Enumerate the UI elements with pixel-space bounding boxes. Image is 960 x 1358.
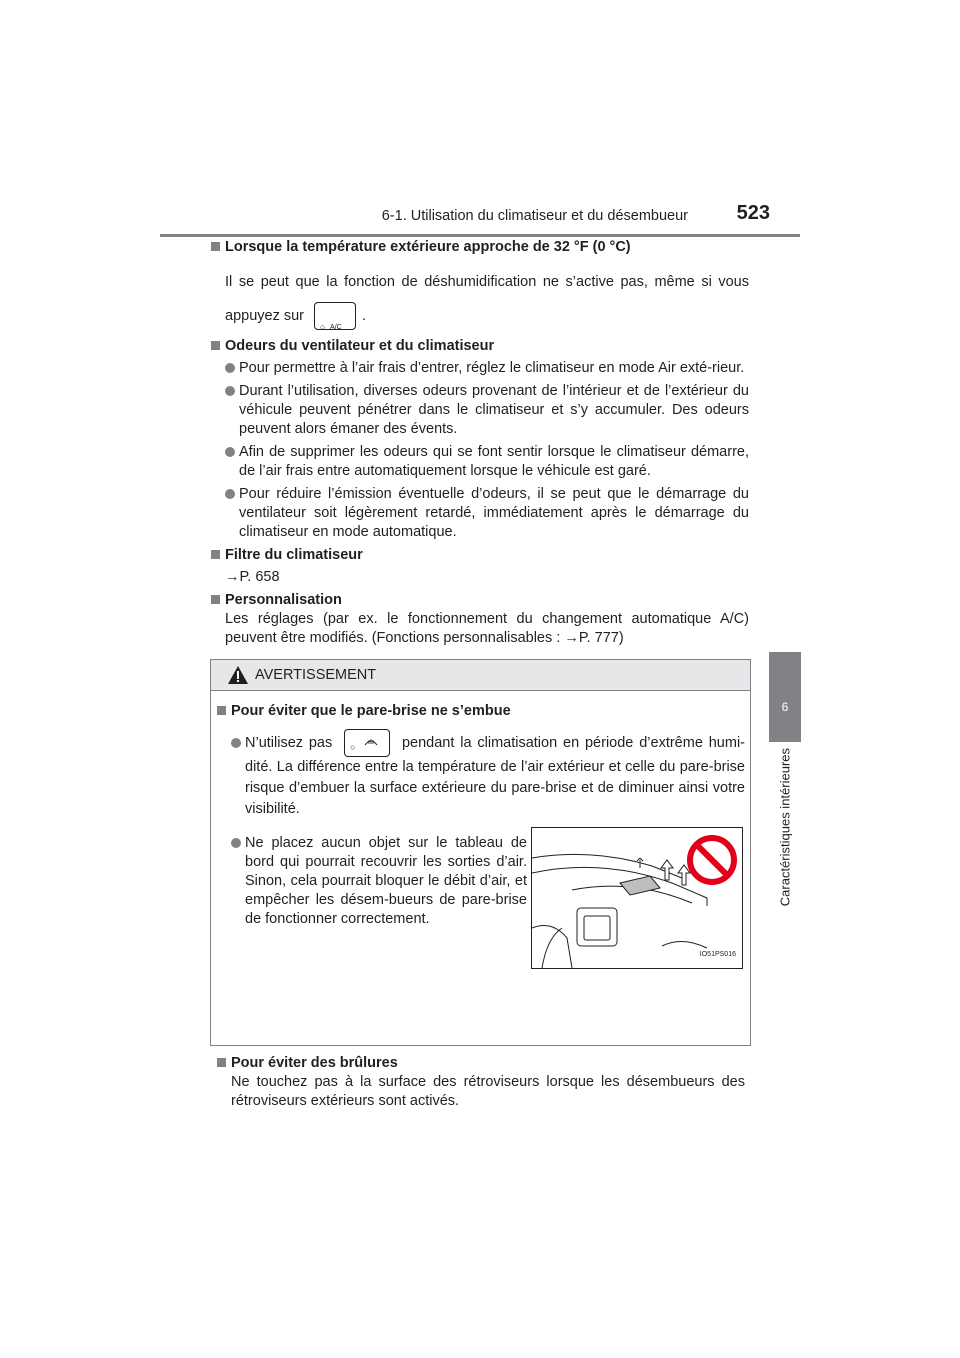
warning-content (217, 702, 745, 1111)
page-number: 523 (736, 202, 770, 224)
bullet-icon (225, 363, 235, 373)
page-header (160, 200, 800, 237)
warning-title: AVERTISSEMENT (255, 667, 377, 683)
warning-heading: Pour éviter que le pare-brise ne s’embue (217, 702, 745, 721)
section-text: Les réglages (par ex. le fonctionnement du changement automatique A/C) peuvent être modifiés. (Fonctions personnalisables : →P. 777) (225, 611, 749, 646)
list-item: Durant l’utilisation, diverses odeurs provenant de l’intérieur et de l’extérieur du véhicule peuvent pénétrer dans le climatiseur et s’y accumuler. Des odeurs peuvent alors émaner des évents. (225, 382, 749, 439)
list-item: N’utilisez pas ○ pendant la climatisation en période d’extrême humi-dité. La différence entre la température de l’air extérieur et celle du pare-brise risque d’embuer la surface extérieure du pare-brise et de diminuer ainsi votre visibilité. (231, 729, 745, 820)
warning-heading: Pour éviter des brûlures (217, 1054, 745, 1073)
section-title: 6-1. Utilisation du climatiseur et du désembueur (381, 208, 688, 224)
bullet-icon (231, 838, 241, 848)
list-item: Ne placez aucun objet sur le tableau de bord qui pourrait recouvrir les sorties d’air. Sinon, cela pourrait bloquer le débit d’air, et empêcher les désem-bueurs de pare-brise de fonctionner correctement. (231, 834, 527, 929)
section-heading: Filtre du climatiseur (211, 546, 749, 565)
chapter-label (768, 744, 802, 924)
list-item: Pour permettre à l’air frais d’entrer, réglez le climatiseur en mode Air exté-rieur. (225, 359, 749, 378)
square-bullet-icon (217, 1058, 226, 1067)
chapter-number: 6 (781, 700, 789, 714)
warning-triangle-icon (227, 665, 249, 685)
page-reference: →P. 658 (225, 569, 280, 585)
section-text: Il se peut que la fonction de déshumidification ne s’active pas, même si vous appuyez sur ○ A/C . (225, 274, 749, 333)
section-heading: Lorsque la température extérieure approche de 32 °F (0 °C) (211, 238, 749, 257)
list-item: Pour réduire l’émission éventuelle d’odeurs, il se peut que le démarrage du ventilateur soit légèrement retardé, immédiatement après le démarrage du climatiseur en mode automatique. (225, 485, 749, 542)
bullet-icon (231, 738, 241, 748)
main-content (211, 238, 749, 648)
square-bullet-icon (211, 242, 220, 251)
section-heading: Personnalisation (211, 591, 749, 610)
bullet-icon (225, 386, 235, 396)
square-bullet-icon (211, 550, 220, 559)
square-bullet-icon (217, 706, 226, 715)
defroster-button-icon: ○ (344, 729, 390, 757)
bullet-icon (225, 489, 235, 499)
warning-header (211, 660, 750, 691)
section-heading: Odeurs du ventilateur et du climatiseur (211, 337, 749, 356)
bullet-icon (225, 447, 235, 457)
dashboard-illustration (531, 827, 743, 969)
list-item: Afin de supprimer les odeurs qui se font sentir lorsque le climatiseur démarre, de l’air frais entre automatiquement lorsque le véhicule est garé. (225, 443, 749, 481)
warning-text: Ne touchez pas à la surface des rétroviseurs lorsque les désembueurs des rétroviseurs extérieurs sont activés. (231, 1074, 745, 1109)
square-bullet-icon (211, 341, 220, 350)
warning-box (210, 659, 751, 1109)
figure-code: IO51PS016 (699, 951, 736, 958)
chapter-title: Caractéristiques intérieures (777, 748, 793, 907)
square-bullet-icon (211, 595, 220, 604)
chapter-tab (769, 652, 801, 742)
ac-button-icon: ○ A/C (314, 302, 356, 330)
